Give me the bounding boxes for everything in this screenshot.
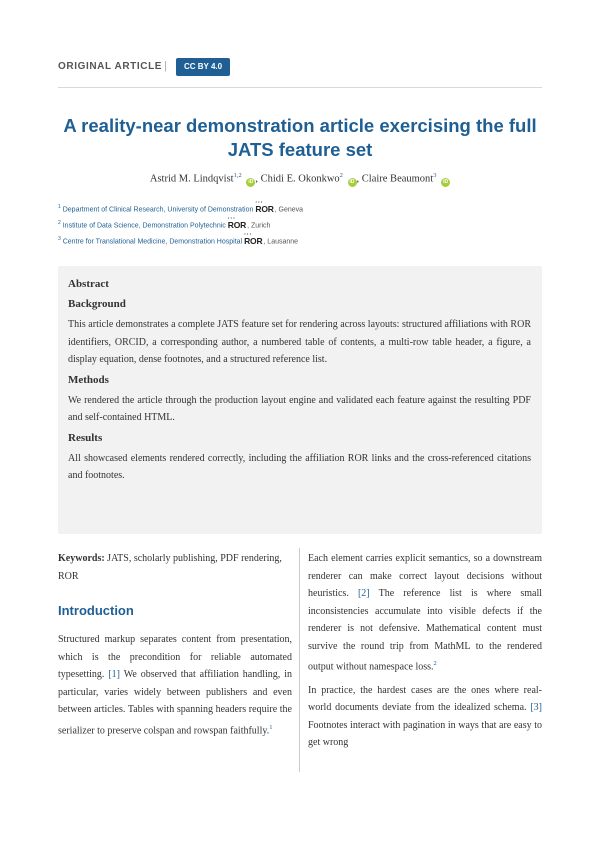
paragraph-text: We observed that affiliation handling, in particular, varies widely between publishers and even between articles. Tables with spanning headers require the serializer to preserve colspan and rowspan faithfully. bbox=[58, 669, 292, 736]
article-title: A reality-near demonstration article exercising the full JATS feature set bbox=[63, 115, 537, 160]
author-affiliation-ref[interactable]: 1,2 bbox=[233, 172, 242, 179]
paragraph-text: Each element carries explicit semantics, so a downstream renderer can make correct layout decisions without heuristics. bbox=[308, 553, 542, 599]
methods-heading: Methods bbox=[68, 373, 109, 386]
affiliation-item bbox=[58, 217, 542, 233]
right-column bbox=[308, 550, 542, 758]
author-list bbox=[58, 172, 542, 187]
citation-link[interactable]: [3] bbox=[530, 702, 542, 714]
ror-icon[interactable]: · · · ROR bbox=[255, 203, 273, 216]
affiliation-number: 1 bbox=[58, 204, 61, 210]
paragraph bbox=[308, 682, 542, 752]
article-header bbox=[58, 56, 542, 88]
results-text: All showcased elements rendered correctly, including the affiliation ROR links and the cross-referenced citations and footnotes. bbox=[68, 452, 531, 481]
affiliation-name[interactable]: Department of Clinical Research, University of Demonstration bbox=[62, 206, 254, 214]
section-heading-introduction: Introduction bbox=[58, 603, 134, 618]
ror-icon[interactable]: · · · ROR bbox=[244, 235, 262, 248]
affiliation-item bbox=[58, 201, 542, 217]
left-column bbox=[58, 550, 292, 745]
paragraph bbox=[58, 631, 292, 739]
abstract-heading: Abstract bbox=[68, 278, 109, 290]
ror-icon[interactable]: · · · ROR bbox=[228, 219, 246, 232]
citation-link[interactable]: [2] bbox=[357, 588, 370, 599]
citation-link[interactable]: [1] bbox=[108, 669, 120, 680]
results-heading: Results bbox=[68, 431, 103, 444]
header-divider bbox=[58, 87, 542, 88]
background-heading: Background bbox=[68, 298, 126, 310]
orcid-icon[interactable]: iD bbox=[248, 178, 254, 185]
affiliation-number: 2 bbox=[58, 220, 61, 226]
background-text: This article demonstrates a complete JATS feature set for rendering across layouts: structured affiliations with ROR identifiers, ORCID, a corresponding author, a numbered table of contents, a multi-row table header, a figure, a display equation, dense footnotes, and a structured reference list. bbox=[68, 319, 531, 365]
keywords-label: Keywords: bbox=[58, 553, 105, 564]
keywords-text: JATS, scholarly publishing, PDF rendering, ROR bbox=[58, 553, 282, 582]
author-affiliation-ref[interactable]: 2 bbox=[339, 172, 343, 179]
affiliation-item bbox=[58, 233, 542, 249]
author-name: Astrid M. Lindqvist bbox=[149, 173, 234, 185]
footnote-ref[interactable]: 1 bbox=[269, 723, 273, 731]
footnote-ref[interactable]: 2 bbox=[433, 660, 437, 667]
abstract-box bbox=[58, 266, 542, 534]
author-separator: , bbox=[356, 173, 362, 185]
license-badge[interactable]: CC BY 4.0 bbox=[176, 58, 230, 76]
author-separator: , bbox=[255, 173, 261, 185]
orcid-icon[interactable]: iD bbox=[349, 178, 355, 185]
methods-text: We rendered the article through the production layout engine and validated each feature against the resulting PDF and self-contained HTML. bbox=[68, 394, 531, 423]
affiliation-city: , Lausanne bbox=[263, 238, 299, 246]
orcid-icon[interactable]: iD bbox=[443, 178, 449, 185]
article-type-label: ORIGINAL ARTICLE bbox=[58, 61, 163, 72]
paragraph-text: Structured markup separates content from presentation, which is the precondition for reliable automated typesetting. bbox=[58, 634, 292, 680]
paragraph-text: Footnotes interact with pagination in ways that are easy to get wrong bbox=[308, 719, 542, 749]
affiliation-name[interactable]: Institute of Data Science, Demonstration Polytechnic bbox=[62, 222, 226, 230]
paragraph-text: In practice, the hardest cases are the ones where real-world documents deviate from the idealized schema. bbox=[308, 684, 542, 714]
paragraph-text: The reference list is where small inconsistencies accumulate into visible defects if the renderer is not defensive. Mathematical content must survive the round trip from MathML to the rendered output without namespace loss. bbox=[308, 588, 542, 673]
affiliation-number: 3 bbox=[58, 236, 61, 242]
author-name: Chidi E. Okonkwo bbox=[260, 173, 340, 185]
author-name: Claire Beaumont bbox=[361, 173, 434, 185]
author-affiliation-ref[interactable]: 3 bbox=[433, 172, 437, 179]
affiliation-city: , Zurich bbox=[247, 222, 271, 230]
keywords bbox=[58, 550, 292, 585]
header-separator: | bbox=[164, 60, 167, 72]
affiliation-list bbox=[58, 201, 542, 249]
paragraph bbox=[308, 550, 542, 676]
affiliation-city: , Geneva bbox=[274, 206, 304, 214]
column-divider bbox=[299, 548, 300, 772]
affiliation-name[interactable]: Centre for Translational Medicine, Demonstration Hospital bbox=[62, 238, 243, 246]
